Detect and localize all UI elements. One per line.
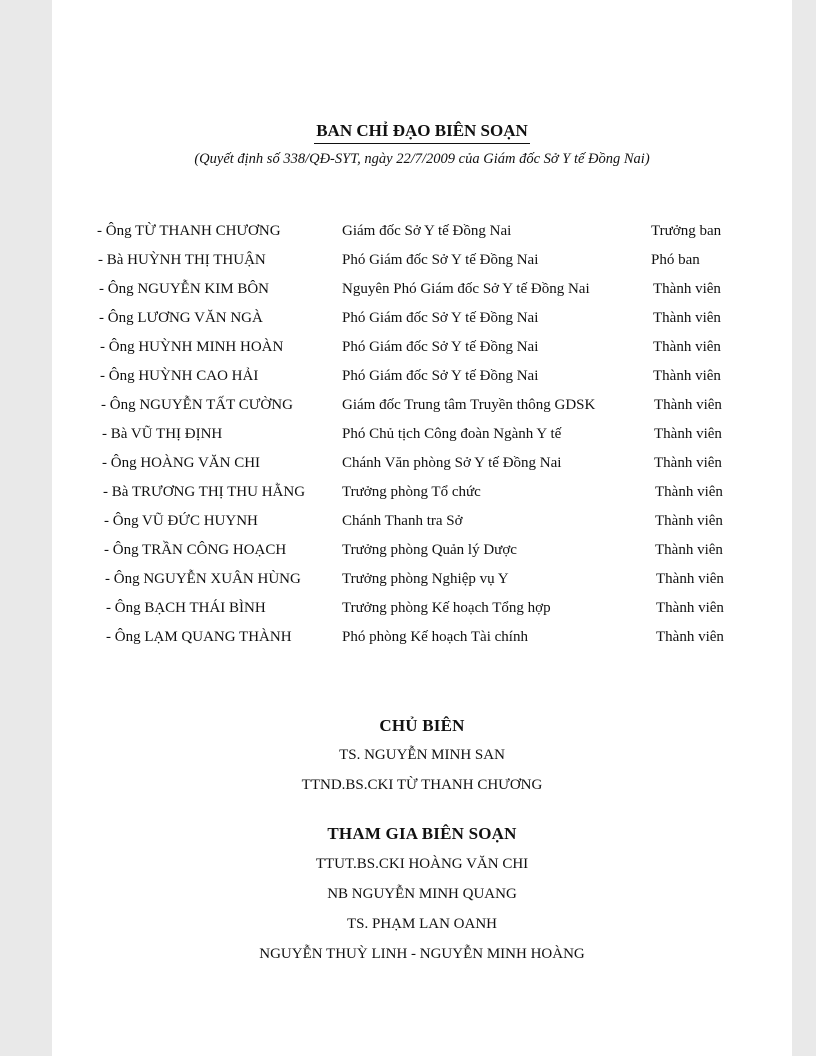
committee-row	[52, 513, 792, 535]
member-name: - Bà VŨ THỊ ĐỊNH	[102, 426, 223, 442]
contributor-name: NGUYỄN THUỲ LINH - NGUYỄN MINH HOÀNG	[259, 946, 585, 962]
member-position: Giám đốc Sở Y tế Đồng Nai	[342, 223, 512, 239]
member-name: - Ông NGUYỄN TẤT CƯỜNG	[101, 397, 293, 413]
member-name: - Ông TRẦN CÔNG HOẠCH	[104, 542, 287, 558]
committee-row	[52, 484, 792, 506]
member-name: - Ông HUỲNH MINH HOÀN	[100, 339, 284, 355]
member-name: - Bà TRƯƠNG THỊ THU HẰNG	[103, 484, 306, 500]
committee-row	[52, 223, 792, 245]
committee-row	[52, 455, 792, 477]
member-name: - Bà HUỲNH THỊ THUẬN	[98, 252, 266, 268]
member-position: Phó Giám đốc Sở Y tế Đồng Nai	[342, 339, 539, 355]
member-name: - Ông VŨ ĐỨC HUYNH	[104, 513, 258, 529]
member-role: Thành viên	[654, 455, 722, 471]
member-role: Thành viên	[653, 368, 721, 384]
member-position: Phó Chủ tịch Công đoàn Ngành Y tế	[342, 426, 562, 442]
member-position: Giám đốc Trung tâm Truyền thông GDSK	[342, 397, 596, 413]
member-role: Thành viên	[653, 281, 721, 297]
document-page	[52, 0, 792, 1056]
committee-row	[52, 368, 792, 390]
member-role: Trưởng ban	[651, 223, 722, 239]
committee-row	[52, 339, 792, 361]
chief-editor-name: TS. NGUYỄN MINH SAN	[339, 747, 505, 763]
contributor-name: NB NGUYỄN MINH QUANG	[327, 886, 517, 902]
member-position: Nguyên Phó Giám đốc Sở Y tế Đồng Nai	[342, 281, 590, 297]
member-position: Trưởng phòng Tổ chức	[342, 484, 481, 500]
member-name: - Ông NGUYỄN KIM BÔN	[99, 281, 269, 297]
member-position: Phó Giám đốc Sở Y tế Đồng Nai	[342, 368, 539, 384]
chief-editor-heading: CHỦ BIÊN	[379, 716, 465, 735]
title-wrapper	[52, 121, 792, 144]
member-name: - Ông LƯƠNG VĂN NGÀ	[99, 310, 263, 326]
committee-row	[52, 281, 792, 303]
decision-subtitle: (Quyết định số 338/QĐ-SYT, ngày 22/7/2009 của Giám đốc Sở Y tế Đồng Nai)	[194, 151, 650, 167]
committee-row	[52, 571, 792, 593]
contributors-heading: THAM GIA BIÊN SOẠN	[327, 824, 517, 843]
member-role: Thành viên	[656, 571, 724, 587]
committee-row	[52, 426, 792, 448]
committee-row	[52, 397, 792, 419]
member-position: Chánh Văn phòng Sở Y tế Đồng Nai	[342, 455, 562, 471]
member-role: Phó ban	[651, 252, 700, 268]
member-role: Thành viên	[655, 542, 723, 558]
committee-row	[52, 252, 792, 274]
member-name: - Ông HUỲNH CAO HẢI	[100, 368, 259, 384]
committee-row	[52, 310, 792, 332]
member-role: Thành viên	[655, 513, 723, 529]
committee-row	[52, 629, 792, 651]
committee-row	[52, 542, 792, 564]
member-role: Thành viên	[654, 397, 722, 413]
member-role: Thành viên	[653, 310, 721, 326]
member-role: Thành viên	[655, 484, 723, 500]
member-position: Phó Giám đốc Sở Y tế Đồng Nai	[342, 310, 539, 326]
contributor-name: TTUT.BS.CKI HOÀNG VĂN CHI	[315, 856, 529, 872]
contributor-name: TS. PHẠM LAN OANH	[346, 916, 497, 932]
member-position: Phó Giám đốc Sở Y tế Đồng Nai	[342, 252, 539, 268]
member-position: Trưởng phòng Quản lý Dược	[342, 542, 517, 558]
member-role: Thành viên	[656, 600, 724, 616]
member-role: Thành viên	[656, 629, 724, 645]
page-title: BAN CHỈ ĐẠO BIÊN SOẠN	[314, 121, 530, 144]
member-name: - Ông LẠM QUANG THÀNH	[106, 629, 292, 645]
member-name: - Ông HOÀNG VĂN CHI	[102, 455, 261, 471]
member-role: Thành viên	[654, 426, 722, 442]
member-name: - Ông NGUYỄN XUÂN HÙNG	[105, 571, 301, 587]
committee-row	[52, 600, 792, 622]
member-role: Thành viên	[653, 339, 721, 355]
member-position: Chánh Thanh tra Sở	[342, 513, 463, 529]
member-position: Trưởng phòng Kế hoạch Tổng hợp	[342, 600, 551, 616]
member-name: - Ông TỪ THANH CHƯƠNG	[97, 223, 281, 239]
member-position: Phó phòng Kế hoạch Tài chính	[342, 629, 528, 645]
chief-editor-name: TTND.BS.CKI TỪ THANH CHƯƠNG	[301, 777, 543, 793]
member-position: Trưởng phòng Nghiệp vụ Y	[342, 571, 509, 587]
member-name: - Ông BẠCH THÁI BÌNH	[106, 600, 266, 616]
